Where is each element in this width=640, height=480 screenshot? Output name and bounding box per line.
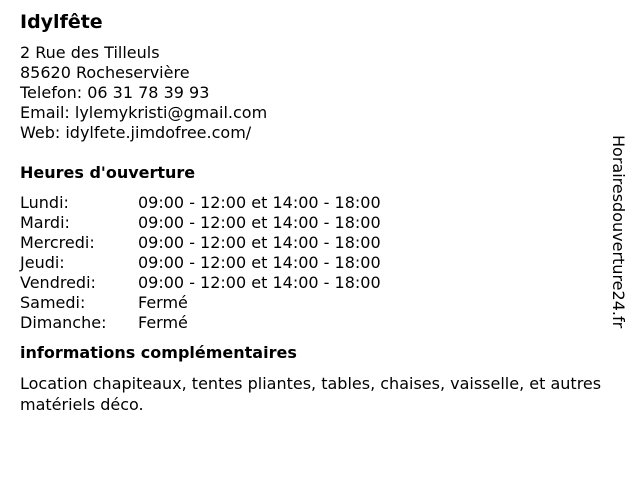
hours-row-wednesday	[20, 233, 610, 253]
day-label: Samedi:	[20, 293, 86, 312]
day-label: Jeudi:	[20, 253, 65, 272]
website-address: Web: idylfete.jimdofree.com/	[20, 123, 252, 142]
hours-row-saturday	[20, 293, 610, 313]
additional-info-text: Location chapiteaux, tentes pliantes, tables, chaises, vaisselle, et autres matériels déco.	[20, 374, 602, 414]
email-address: Email: lylemykristi@gmail.com	[20, 103, 268, 122]
hours-row-friday	[20, 273, 610, 293]
address-street: 2 Rue des Tilleuls	[20, 43, 160, 62]
time-value: 09:00 - 12:00 et 14:00 - 18:00	[138, 233, 381, 252]
hours-row-sunday	[20, 313, 610, 333]
hours-row-thursday	[20, 253, 610, 273]
opening-hours-table	[20, 193, 610, 333]
time-value: Fermé	[138, 293, 188, 312]
day-label: Vendredi:	[20, 273, 96, 292]
time-value: 09:00 - 12:00 et 14:00 - 18:00	[138, 253, 381, 272]
opening-hours-title: Heures d'ouverture	[20, 163, 196, 182]
site-brand-watermark: Horairesdouverture24.fr	[609, 135, 628, 329]
time-value: 09:00 - 12:00 et 14:00 - 18:00	[138, 193, 381, 212]
business-card	[20, 10, 610, 415]
time-value: 09:00 - 12:00 et 14:00 - 18:00	[138, 273, 381, 292]
day-label: Dimanche:	[20, 313, 107, 332]
hours-row-monday	[20, 193, 610, 213]
day-label: Lundi:	[20, 193, 69, 212]
additional-info-title: informations complémentaires	[20, 343, 297, 362]
day-label: Mardi:	[20, 213, 70, 232]
business-name: Idylfête	[20, 11, 103, 33]
phone-number: Telefon: 06 31 78 39 93	[20, 83, 210, 102]
hours-row-tuesday	[20, 213, 610, 233]
address-city: 85620 Rocheservière	[20, 63, 190, 82]
time-value: Fermé	[138, 313, 188, 332]
time-value: 09:00 - 12:00 et 14:00 - 18:00	[138, 213, 381, 232]
day-label: Mercredi:	[20, 233, 95, 252]
